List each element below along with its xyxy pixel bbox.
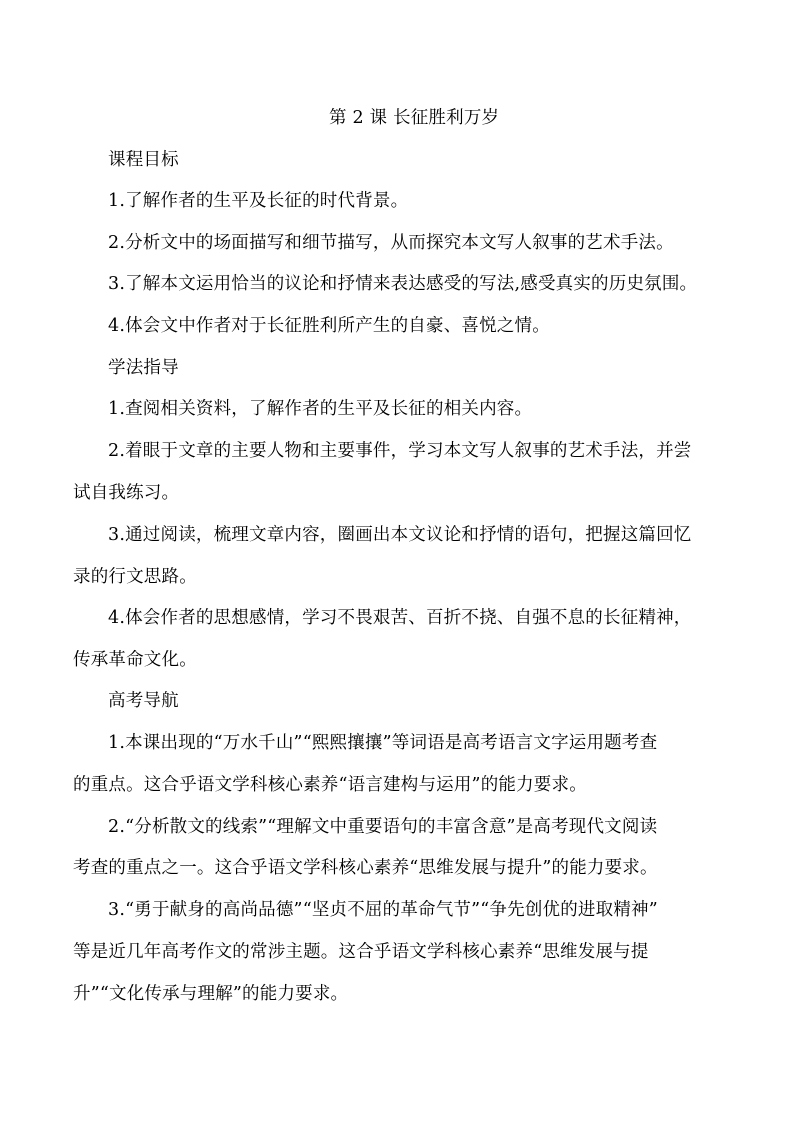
goal-item-1: 1.了解作者的生平及长征的时代背景。 [108,191,409,211]
page-title: 第 2 课 长征胜利万岁 [329,108,500,128]
method-item-4-line-2: 传承革命文化。 [73,650,197,670]
section-heading-goals: 课程目标 [108,150,179,170]
goal-item-4: 4.体会文中作者对于长征胜利所产生的自豪、喜悦之情。 [108,316,550,336]
goal-item-3: 3.了解本文运用恰当的议论和抒情来表达感受的写法,感受真实的历史氛围。 [108,274,698,294]
exam-item-3-line-3: 升”“文化传承与理解”的能力要求。 [73,984,349,1004]
exam-item-3-line-1: 3.“勇于献身的高尚品德”“坚贞不屈的革命气节”“争先创优的进取精神” [108,900,658,920]
exam-item-1-line-2: 的重点。这合乎语文学科核心素养“语言建构与运用”的能力要求。 [73,775,587,795]
method-item-1: 1.查阅相关资料，了解作者的生平及长征的相关内容。 [108,399,533,419]
method-item-4-line-1: 4.体会作者的思想感情，学习不畏艰苦、百折不挠、自强不息的长征精神， [108,608,692,628]
exam-item-2-line-1: 2.“分析散文的线索”“理解文中重要语句的丰富含意”是高考现代文阅读 [108,817,658,837]
method-item-2-line-2: 试自我练习。 [73,483,180,503]
goal-item-2: 2.分析文中的场面描写和细节描写，从而探究本文写人叙事的艺术手法。 [108,233,674,253]
exam-item-3-line-2: 等是近几年高考作文的常涉主题。这合乎语文学科核心素养“思维发展与提 [73,942,649,962]
method-item-3-line-2: 录的行文思路。 [73,567,197,587]
section-heading-methods: 学法指导 [108,358,179,378]
method-item-2-line-1: 2.着眼于文章的主要人物和主要事件，学习本文写人叙事的艺术手法，并尝 [108,441,692,461]
section-heading-exam: 高考导航 [108,691,179,711]
method-item-3-line-1: 3.通过阅读，梳理文章内容，圈画出本文议论和抒情的语句，把握这篇回忆 [108,525,692,545]
exam-item-2-line-2: 考查的重点之一。这合乎语文学科核心素养“思维发展与提升”的能力要求。 [73,858,658,878]
exam-item-1-line-1: 1.本课出现的“万水千山”“熙熙攘攘”等词语是高考语言文字运用题考查 [108,733,658,753]
